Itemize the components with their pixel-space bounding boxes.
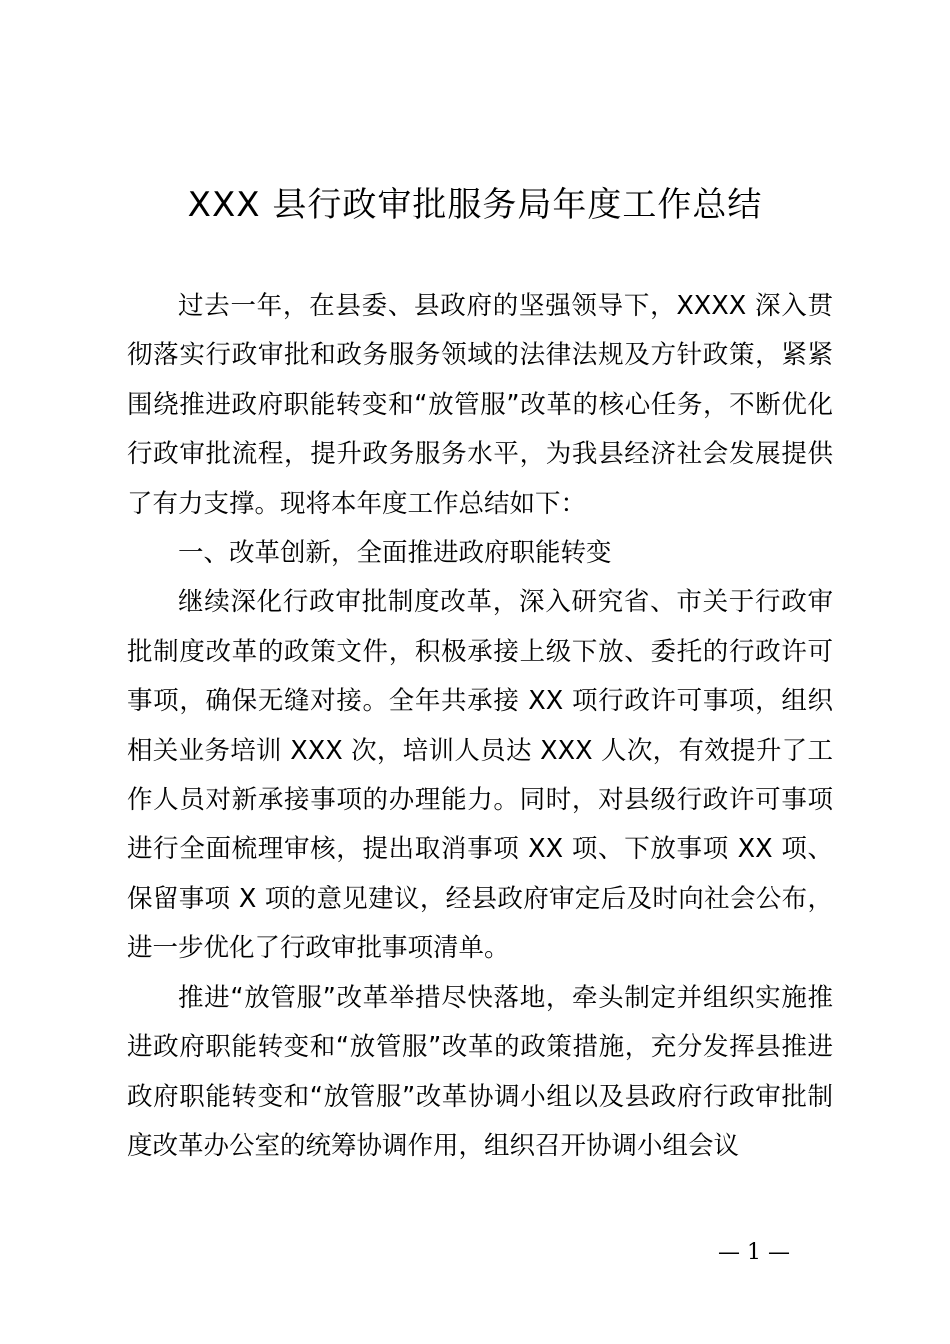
- body-paragraph: 继续深化行政审批制度改革，深入研究省、市关于行政审批制度改革的政策文件，积极承接上级下放、委托的行政许可事项，确保无缝对接。全年共承接 XX 项行政许可事项，组织相关业务培训 XXX 次，培训人员达 XXX 人次，有效提升了工作人员对新承接事项的办理能力。同时，对县级行政许可事项进行全面梳理审核，提出取消事项 XX 项、下放事项 XX 项、保留事项 X 项的意见建议，经县政府审定后及时向社会公布，进一步优化了行政审批事项清单。: [127, 587, 833, 964]
- document-title: XXX 县行政审批服务局年度工作总结: [187, 185, 763, 225]
- document-body: [127, 282, 833, 1171]
- page-number: — 1 —: [718, 1240, 790, 1265]
- body-paragraph: 推进“放管服”改革举措尽快落地，牵头制定并组织实施推进政府职能转变和“放管服”改革的政策措施，充分发挥县推进政府职能转变和“放管服”改革协调小组以及县政府行政审批制度改革办公室的统筹协调作用，组织召开协调小组会议: [127, 982, 833, 1161]
- section-heading: 一、改革创新，全面推进政府职能转变: [178, 538, 612, 569]
- intro-paragraph: 过去一年，在县委、县政府的坚强领导下，XXXX 深入贯彻落实行政审批和政务服务领域的法律法规及方针政策，紧紧围绕推进政府职能转变和“放管服”改革的核心任务，不断优化行政审批流程，提升政务服务水平，为我县经济社会发展提供了有力支撑。现将本年度工作总结如下：: [127, 291, 833, 519]
